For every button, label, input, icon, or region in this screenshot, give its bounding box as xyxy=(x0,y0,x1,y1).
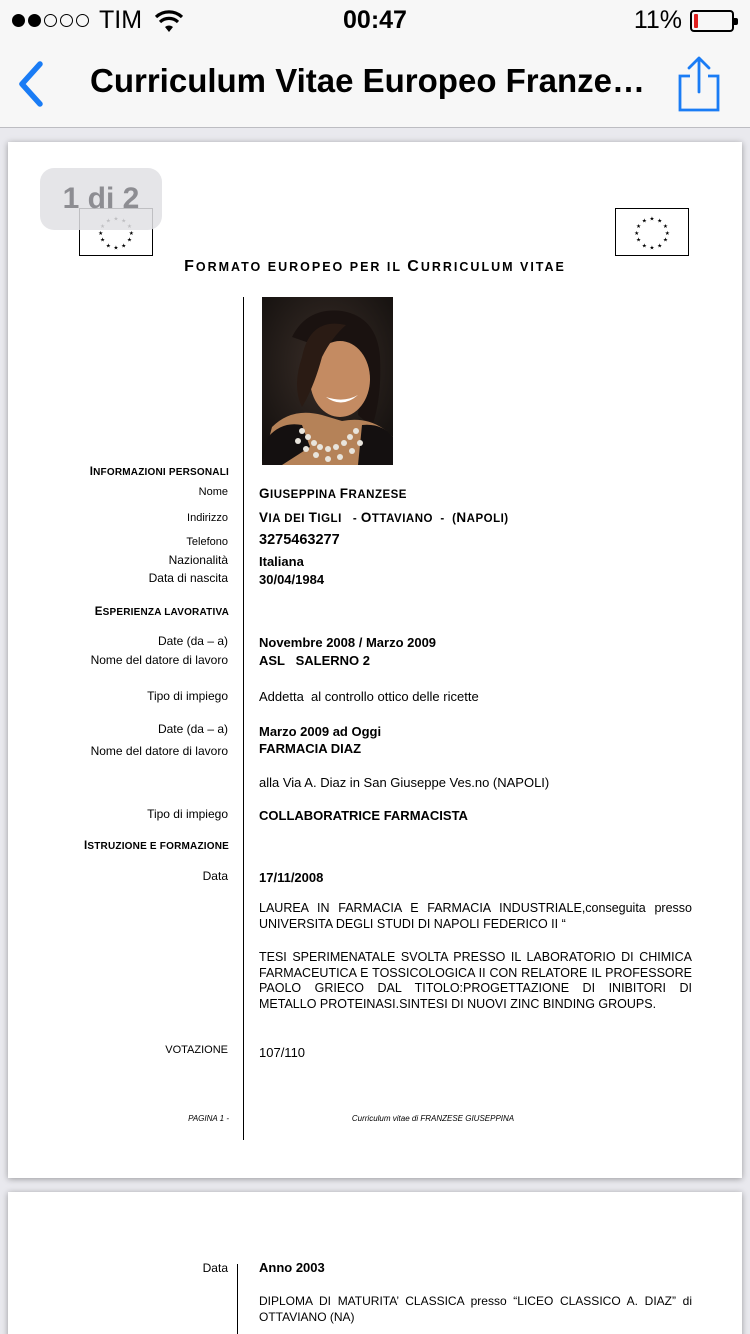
section-education: ISTRUZIONE E FORMAZIONE xyxy=(83,840,229,852)
navigation-bar xyxy=(0,40,750,128)
label-votazione: VOTAZIONE xyxy=(165,1044,228,1056)
svg-text:★: ★ xyxy=(98,230,104,237)
battery-level xyxy=(694,14,698,28)
value-datore-1: ASL SALERNO 2 xyxy=(259,653,371,668)
svg-text:★: ★ xyxy=(636,224,642,231)
label-data-edu: Data xyxy=(202,869,228,883)
value-date-2: Marzo 2009 ad Oggi xyxy=(259,724,382,739)
page-footer-number: PAGINA 1 - xyxy=(188,1114,229,1123)
value-date-1: Novembre 2008 / Marzo 2009 xyxy=(259,635,437,650)
svg-text:★: ★ xyxy=(126,237,132,244)
carrier-name: TIM xyxy=(99,6,143,34)
eu-flag-icon xyxy=(615,208,689,256)
svg-text:★: ★ xyxy=(649,216,655,223)
paragraph-tesi: TESI SPERIMENATALE SVOLTA PRESSO IL LABORATORIO DI CHIMICA FARMACEUTICA E TOSSICOLOGICA II CON RELATORE IL PROFESSORE PAOLO GRIECO DAL TITOLO:PROGETTAZIONE DI INIBITORI DI METALLO PROTEINASI.SINTESI DI NUOVI ZINC BINDING GROUPS. xyxy=(259,950,692,1011)
label-nome: Nome xyxy=(198,486,228,498)
status-right xyxy=(634,6,734,35)
value-tipo-1: Addetta al controllo ottico delle ricette xyxy=(259,689,479,704)
label-datore-2: Nome del datore di lavoro xyxy=(90,744,228,758)
profile-photo xyxy=(262,297,393,465)
svg-text:★: ★ xyxy=(128,230,134,237)
label-date-1: Date (da – a) xyxy=(157,634,228,648)
svg-text:★: ★ xyxy=(657,243,663,250)
battery-icon xyxy=(690,10,734,32)
share-button[interactable] xyxy=(674,54,724,114)
value-votazione: 107/110 xyxy=(259,1045,306,1060)
svg-text:★: ★ xyxy=(662,224,668,231)
svg-text:★: ★ xyxy=(636,237,642,244)
label-datore-1: Nome del datore di lavoro xyxy=(90,653,228,667)
share-icon xyxy=(674,54,724,114)
svg-text:★: ★ xyxy=(641,218,647,225)
document-page-2[interactable] xyxy=(8,1192,742,1334)
page-indicator: 1 di 2 xyxy=(40,168,162,230)
svg-text:★: ★ xyxy=(662,237,668,244)
svg-text:★: ★ xyxy=(641,243,647,250)
label-nazionalita: Nazionalità xyxy=(168,553,228,567)
document-title: Curriculum Vitae Europeo Franze… xyxy=(90,62,646,99)
status-bar xyxy=(0,0,750,40)
value-tipo-2: COLLABORATRICE FARMACISTA xyxy=(259,808,468,823)
label-indirizzo: Indirizzo xyxy=(187,512,228,524)
document-heading: FORMATO EUROPEO PER IL CURRICULUM VITAE xyxy=(184,258,566,275)
svg-text:★: ★ xyxy=(634,230,640,237)
svg-text:★: ★ xyxy=(657,218,663,225)
battery-percent: 11% xyxy=(633,6,682,34)
label-data-nascita: Data di nascita xyxy=(148,571,228,585)
back-button[interactable] xyxy=(10,54,60,114)
value-data-p2: Anno 2003 xyxy=(259,1260,325,1275)
value-indirizzo: VIA DEI TIGLI - OTTAVIANO - (NAPOLI) xyxy=(259,510,509,525)
column-divider xyxy=(237,1264,238,1334)
label-date-2: Date (da – a) xyxy=(157,722,228,736)
value-telefono: 3275463277 xyxy=(259,532,340,548)
svg-text:★: ★ xyxy=(105,243,111,250)
label-tipo-2: Tipo di impiego xyxy=(147,807,228,821)
section-experience: ESPERIENZA LAVORATIVA xyxy=(94,606,229,618)
value-data-nascita: 30/04/1984 xyxy=(259,572,325,587)
section-personal-info: INFORMAZIONI PERSONALI xyxy=(89,466,229,478)
label-data-p2: Data xyxy=(202,1261,228,1275)
value-indirizzo-datore-2: alla Via A. Diaz in San Giuseppe Ves.no (NAPOLI) xyxy=(259,775,550,790)
value-datore-2: FARMACIA DIAZ xyxy=(259,741,362,756)
svg-text:★: ★ xyxy=(113,245,119,252)
paragraph-laurea: LAUREA IN FARMACIA E FARMACIA INDUSTRIALE,conseguita presso UNIVERSITA DEGLI STUDI DI NAPOLI FEDERICO II “ xyxy=(259,901,692,931)
page-footer-title: Curriculum vitae di FRANZESE GIUSEPPINA xyxy=(351,1114,515,1123)
value-data-edu: 17/11/2008 xyxy=(259,870,324,885)
paragraph-diploma: DIPLOMA DI MATURITA’ CLASSICA presso “LICEO CLASSICO A. DIAZ” di OTTAVIANO (NA) xyxy=(259,1294,692,1324)
document-page-1[interactable] xyxy=(8,142,742,1178)
svg-text:★: ★ xyxy=(121,243,127,250)
label-telefono: Telefono xyxy=(186,536,228,548)
column-divider xyxy=(243,297,244,1140)
svg-text:★: ★ xyxy=(664,230,670,237)
value-nome: GIUSEPPINA FRANZESE xyxy=(259,486,407,501)
clock: 00:47 xyxy=(343,6,407,34)
label-tipo-1: Tipo di impiego xyxy=(147,689,228,703)
svg-text:★: ★ xyxy=(649,245,655,252)
chevron-left-icon xyxy=(10,54,60,114)
svg-text:★: ★ xyxy=(100,237,106,244)
value-nazionalita: Italiana xyxy=(259,554,304,569)
